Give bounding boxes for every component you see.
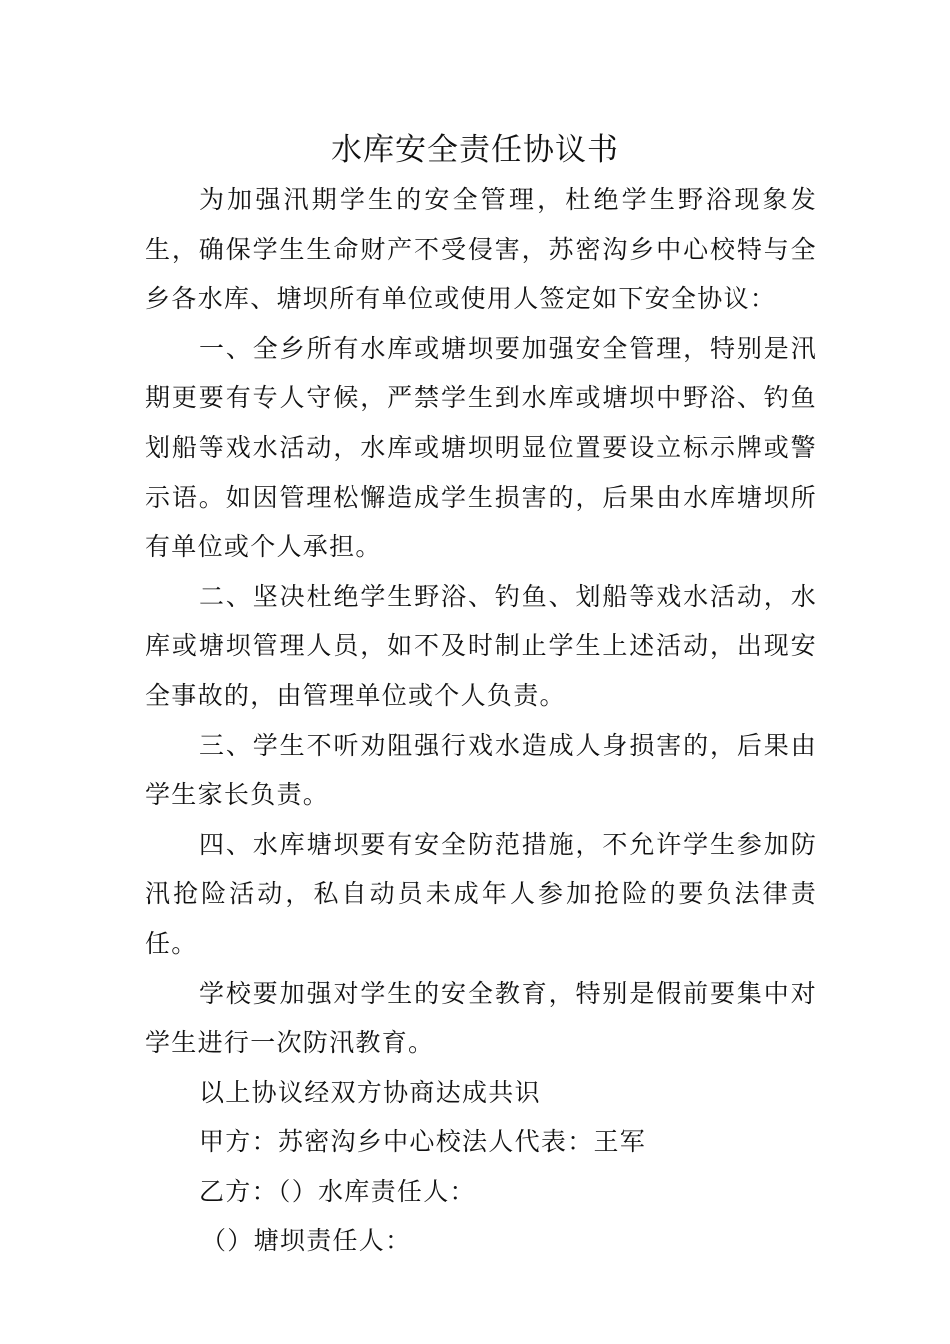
document-body bbox=[145, 175, 817, 1266]
party-b-dam-line: （）塘坝责任人： bbox=[201, 1226, 412, 1256]
clause-2-paragraph: 二、坚决杜绝学生野浴、钓鱼、划船等戏水活动，水库或塘坝管理人员，如不及时制止学生上述活动，出现安全事故的，由管理单位或个人负责。 bbox=[145, 581, 817, 710]
clause-3-paragraph: 三、学生不听劝阻强行戏水造成人身损害的，后果由学生家长负责。 bbox=[145, 730, 817, 810]
party-b-reservoir-line: 乙方：（）水库责任人： bbox=[199, 1176, 476, 1206]
clause-1-paragraph: 一、全乡所有水库或塘坝要加强安全管理，特别是汛期更要有专人守候，严禁学生到水库或塘坝中野浴、钓鱼划船等戏水活动，水库或塘坝明显位置要设立标示牌或警示语。如因管理松懈造成学生损害的，后果由水库塘坝所有单位或个人承担。 bbox=[145, 333, 817, 562]
consensus-line: 以上协议经双方协商达成共识 bbox=[199, 1077, 541, 1107]
intro-paragraph: 为加强汛期学生的安全管理，杜绝学生野浴现象发生，确保学生生命财产不受侵害，苏密沟乡中心校特与全乡各水库、塘坝所有单位或使用人签定如下安全协议： bbox=[145, 185, 817, 314]
clause-4-paragraph: 四、水库塘坝要有安全防范措施，不允许学生参加防汛抢险活动，私自动员未成年人参加抢险的要负法律责任。 bbox=[145, 829, 817, 958]
party-a-line: 甲方：苏密沟乡中心校法人代表：王军 bbox=[199, 1127, 647, 1157]
document-title: 水库安全责任协议书 bbox=[331, 132, 619, 168]
school-duty-paragraph: 学校要加强对学生的安全教育，特别是假前要集中对学生进行一次防汛教育。 bbox=[145, 978, 817, 1058]
